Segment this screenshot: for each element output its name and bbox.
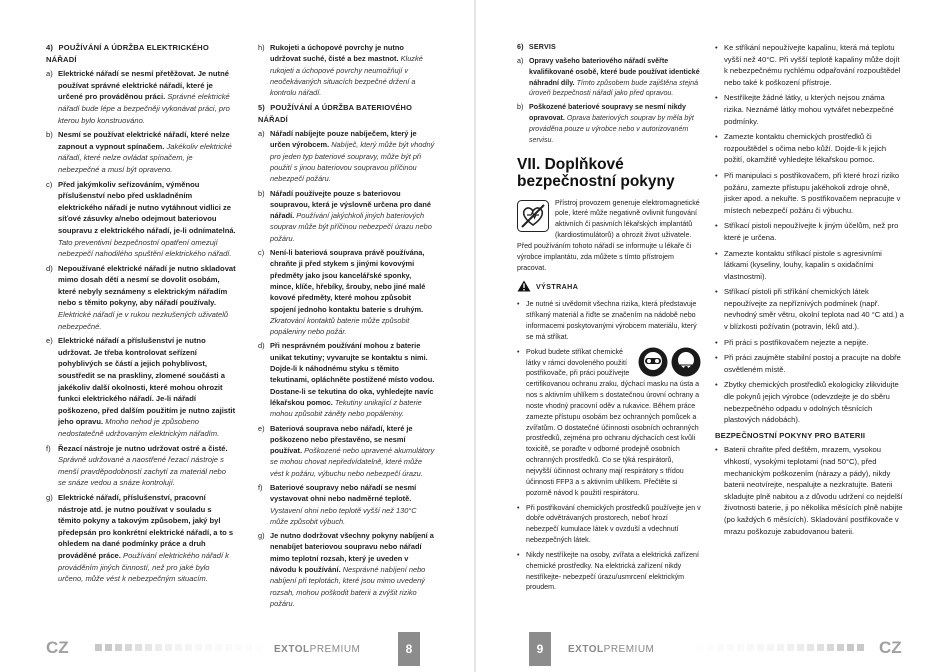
list-item: • Zamezte kontaktu stříkací pistole s agresivními látkami (kyseliny, louhy, kapalin s oxidačními vlastnostmi). [715,248,905,283]
section-number: 4) [46,43,54,52]
item-label: h) [258,43,265,52]
item-instruction: Nářadí používejte pouze s bateriovou soupravou, která je výslovně určena pro dané nářadí. [270,188,432,221]
warning-list [517,299,701,593]
instruction-item [258,530,436,609]
item-label: b) [46,130,53,140]
item-body [270,482,436,527]
instruction-item [258,188,436,244]
instruction-item [258,423,436,479]
instruction-item [46,129,236,175]
ppe-icons [638,347,701,377]
item-instruction: Při nesprávném používání mohou z baterie unikat tekutiny; vyvarujte se kontaktu s nimi. Dojde-li k náhodnému styku s těmito tekutinami, opláchněte postižené místo vodou. Dostane-li se tekutina do oka, vyhledejte navíc lékařskou pomoc. [270,341,435,407]
pacemaker-icon [517,200,549,232]
instruction-item [258,340,436,419]
item-body [529,56,701,99]
instruction-item [46,179,236,260]
item-instruction: Rukojeti a úchopové povrchy je nutno udržovat suché, čisté a bez mastnot. [270,43,404,64]
item-body [58,68,236,126]
item-label: c) [46,179,53,189]
item-label: e) [258,423,265,433]
section-number: 6) [517,43,524,51]
language-code: CZ [46,638,69,657]
list-item: • Je nutné si uvědomit všechna rizika, která představuje stříkaný materiál a řiďte se značením na nádobě nebo informacemi poskytovanými výrobcem materiálu, který se má stříkat. [517,299,701,342]
item-explanation: Vystavení ohni nebo teplotě vyšší než 130°C může způsobit výbuch. [270,505,417,526]
list-item: • Stříkací pistoli nepoužívejte k jiným účelům, než pro které je určena. [715,220,905,243]
item-body [270,188,436,244]
item-body [270,247,436,337]
item-instruction: Před jakýmkoliv seřizováním, výměnou příslušenství nebo před uskladněním elektrického nářadí je nutno vytáhnout vidlici ze síťové zásuvky a/nebo odejmout bateriovou soupravu z elektrického nářadí, je-li odnímatelná. [58,179,236,235]
item-instruction: Nepoužívané elektrické nářadí je nutno skladovat mimo dosah dětí a nesmí se dovolit osobám, které nebyly seznámeny s elektrickým nářadím nebo s těmito pokyny, aby nářadí používaly. [58,263,236,308]
item-label: c) [258,248,265,258]
item-explanation: Nabíječ, který může být vhodný pro jeden typ bateriové soupravy, může být při použití s jinou bateriovou soupravou příčinou nebezpečí požáru. [270,140,435,184]
list-item: • Stříkací pistoli při stříkání chemických látek nepoužívejte za nepříznivých podmínek (např. nevhodný směr větru, okolní teplota nad 40 °C atd.) a v blízkosti požívatin (potravin, léků atd.). [715,286,905,332]
list-item: • Baterii chraňte před deštěm, mrazem, vysokou vlhkostí, vysokými teplotami (nad 50°C), před mechanickým poškozením (nárazy a pády), nikdy baterii neotvírejte, nespalujte a nezkratujte. Baterii skladujte plně nabitou a z důvodu udržení co nejdelší životnosti baterie, ji po několika měsících plně nabijte (po každých 6 měsících). Skladování postřikovače v mrazu poškozuje zabudovanou baterii. [715,444,905,537]
battery-list [715,444,905,537]
item-instruction: Je nutno dodržovat všechny pokyny nabíjení a nenabíjet bateriovou soupravu nebo nářadí mimo teplotní rozsah, který je uveden v návodu k používání. [270,531,434,575]
item-instruction: Řezací nástroje je nutno udržovat ostré a čisté. [58,443,228,453]
decorative-squares [697,644,867,651]
instruction-item [46,492,236,585]
list-item: • Při práci zaujměte stabilní postoj a pracujte na dobře osvětleném místě. [715,352,905,375]
section-title: POUŽÍVÁNÍ A ÚDRŽBA ELEKTRICKÉHO NÁŘADÍ [46,43,209,64]
item-body [270,530,436,609]
instruction-item [46,263,236,333]
section-4-heading [46,42,236,65]
item-instruction: Elektrické nářadí a příslušenství je nutno udržovat. Je třeba kontrolovat seřízení pohyblivých se částí a jejich pohyblivost, soustředit se na praskliny, zlomené součásti a jakékoliv další okolnosti, které mohou ohrozit funkci elektrického nářadí. Je-li nářadí poškozeno, před dalším použitím je nutno zajistit jeho opravu. [58,336,236,427]
item-explanation: Elektrické nářadí je v rukou nezkušených uživatelů nebezpečné. [58,310,229,331]
right-page [475,0,950,672]
decorative-squares [95,644,265,651]
item-body [270,340,436,419]
warning-title: VÝSTRAHA [536,283,579,291]
respirator-icon [671,347,701,377]
safety-list [715,42,905,426]
item-body [58,492,236,585]
item-instruction: Není-li bateriová souprava právě používána, chraňte ji před stykem s jinými kovovými předměty jako jsou kancelářské sponky, mince, klíče, hřebíky, šrouby, nebo jiné malé kovové předměty, které mohou způsobit spojení jednoho kontaktu baterie s druhým. [270,248,426,314]
goggles-icon [638,347,668,377]
item-body [529,102,701,145]
instruction-item [258,42,436,98]
list-item: • Zbytky chemických prostředků ekologicky zlikvidujte dle pokynů jejich výrobce (odevzdejte je do sběru nebezpečného odpadu v odolných těsnících plastových nádobách). [715,379,905,425]
item-body [270,128,436,184]
brand-logo [274,644,360,655]
item-label: d) [46,263,53,273]
instruction-item [258,247,436,337]
item-label: b) [258,188,265,198]
item-explanation: Správné elektrické nářadí bude lépe a bezpečněji vykonávat práci, pro kterou bylo konstruováno. [58,92,230,125]
list-item: • Nikdy nestříkejte na osoby, zvířata a elektrická zařízení chemické prostředky. Na elektrická zařízení nikdy nestříkejte- nebezpečí úrazu/usmrcení elektrickým proudem. [517,550,701,593]
page-number: 9 [529,632,551,666]
page-number: 8 [398,632,420,666]
item-body [58,443,236,489]
left-column-2 [258,42,436,612]
brand-name: EXTOL [568,644,604,655]
instruction-item [46,335,236,439]
item-label: d) [258,341,265,351]
pacemaker-notice [517,198,701,274]
item-instruction: Bateriové soupravy nebo nářadí se nesmí vystavovat ohni nebo nadměrné teplotě. [270,482,417,504]
item-label: g) [46,492,53,502]
section-5-heading [258,102,436,125]
item-body [58,335,236,439]
item-body [270,42,436,98]
section-title: POUŽÍVÁNÍ A ÚDRŽBA BATERIOVÉHO NÁŘADÍ [258,103,413,124]
item-label: a) [46,69,53,79]
item-label: a) [517,56,524,65]
item-body [58,179,236,260]
item-explanation: Jakékoliv elektrické nářadí, které nelze ovládat spínačem, je nebezpečné a musí být opraveno. [58,141,232,174]
item-explanation: Používání jakýchkoli jiných bateriových souprav může být příčinou nebezpečí úrazu nebo požáru. [270,211,432,243]
item-instruction: Bateriová souprava nebo nářadí, které je poškozeno nebo přestavěno, se nesmí používat. [270,423,413,456]
brand-line: PREMIUM [309,644,361,655]
item-label: f) [46,443,51,453]
brand-name: EXTOL [274,644,310,655]
item-body [270,423,436,479]
item-instruction: Nářadí nabíjejte pouze nabíječem, který je určen výrobcem. [270,129,417,150]
brand-line: PREMIUM [603,644,655,655]
right-column-1 [517,42,701,597]
pacemaker-text: Přístroj provozem generuje elektromagnetické pole, které může negativně ovlivnit fungování aktivních či pasivních lékařských implantátů (kardiostimulátorů) a ohrozit život uživatele. Před používáním tohoto nářadí se informujte u lékaře či výrobce implantátu, zda můžete s tímto přístrojem pracovat. [517,198,700,272]
item-explanation: Nesprávné nabíjení nebo nabíjení při teplotách, které jsou mimo uvedený rozsah, mohou poškodit baterii a zvýšit riziko požáru. [270,565,426,608]
list-item [517,347,701,499]
item-explanation: Tímto způsobem bude zajištěna stejná úroveň bezpečnosti nářadí jako před opravou. [529,78,699,98]
instruction-item [258,128,436,184]
item-label: a) [258,129,265,139]
list-item: • Při postřikování chemických prostředků používejte jen v dobře odvětrávaných prostorech, neboť hrozí nebezpečí kumulace látek v ovzduší a vdechnutí nebezpečných látek. [517,503,701,546]
brand-logo [568,644,654,655]
section-4-continued [258,42,436,98]
item-label: b) [517,103,524,112]
item-explanation: Oprava bateriových souprav by měla být prováděna pouze u výrobce nebo v autorizovaném servisu. [529,114,694,144]
footer-right [475,632,950,672]
list-item: • Při práci s postřikovačem nejezte a nepijte. [715,337,905,349]
section-4-items [46,68,236,585]
item-explanation: Tato preventivní bezpečnostní opatření omezují nebezpečí nahodilého spuštění elektrického nářadí. [58,237,232,259]
list-item: • Při manipulaci s postřikovačem, při které hrozí riziko požáru, zamezte přístupu jakéhokoli zdroje ohně, jisker apod. a nekuřte. S postřikovačem nepracujte v místech nebezpečí požáru či výbuchu. [715,170,905,216]
item-instruction: Elektrické nářadí se nesmí přetěžovat. Je nutné používat správné elektrické nářadí, které je určené pro prováděnou práci. [58,69,229,102]
item-instruction: Opravy vašeho bateriového nářadí svěřte kvalifikované osobě, které bude používat identické náhradní díly. [529,56,700,87]
warning-heading [517,280,701,296]
footer-left [0,632,475,672]
instruction-item [258,482,436,527]
instruction-item [46,443,236,489]
item-explanation: Tekutiny unikající z baterie mohou způsobit záněty nebo popáleniny. [270,397,422,419]
item-explanation: Poškozené nebo upravené akumulátory se mohou chovat nepředvídatelně, které může vést k požáru, výbuchu nebo nebezpečí úrazu. [270,446,435,478]
item-explanation: Zkratování kontaktů baterie může způsobit popáleniny nebo požár. [270,315,410,337]
language-code: CZ [879,638,902,657]
left-column-1 [46,42,236,588]
list-item: • Nestříkejte žádné látky, u kterých nejsou známa rizika. Neznámé látky mohou vytvářet nebezpečné podmínky. [715,92,905,127]
right-column-2 [715,42,905,541]
item-label: f) [258,482,263,492]
warning-triangle-icon [517,280,531,296]
battery-heading: BEZPEČNOSTNÍ POKYNY PRO BATERII [715,430,866,440]
item-explanation: Správně udržované a naostřené řezací nástroje s menší pravděpodobností zachytí za materiál nebo se snáze vedou a snáze kontrolují. [58,455,227,488]
item-label: e) [46,336,53,346]
item-label: g) [258,531,265,541]
item-explanation: Mnoho nehod je způsobeno nedostatečně udržovaným elektrickým nářadím. [58,417,220,438]
chapter-title: VII. Doplňkové bezpečnostní pokyny [517,155,675,190]
item-instruction: Elektrické nářadí, příslušenství, pracovní nástroje atd. je nutno používat v souladu s těmito pokyny a takovým způsobem, jaký byl předepsán pro konkrétní elektrické nářadí, a to s ohledem na dané podmínky práce a druh prováděné práce. [58,492,234,560]
item-explanation: Kluzké rukojeti a úchopové povrchy neumožňují v neočekávaných situacích bezpečné držení a kontrolu nářadí. [270,54,423,98]
section-6-items [517,56,701,146]
list-item: • Ke stříkání nepoužívejte kapalinu, která má teplotu vyšší než 40°C. Při vyšší teplotě kapaliny může dojít k nebezpečnému rychlému odpařování rozpouštědel nebo také k poškození přístroje. [715,42,905,88]
item-instruction: Poškozené bateriové soupravy se nesmí nikdy opravovat. [529,103,686,123]
instruction-item [517,102,701,145]
instruction-item [517,56,701,99]
ppe-text: Pokud budete stříkat chemické látky v rámci dovoleného použití postřikovače, při práci používejte certifikovanou ochranu zraku, dýchací masku na ústa a nos s aktivním uhlíkem s dostatečnou úrovní ochrany a noste vhodný pracovní oděv a rukavice. Během práce zamezte přístupu osobám bez ochranných pomůcek a zvířatům. O dostatečné účinnosti osobních ochranných prostředků, zejména pro ochranu dýchacích cest kvůli toxicitě, se poraďte v odborné prodejně osobních ochranných prostředků. Co se týká respirátorů, nejvyšší účinnost ochrany mají respirátory s třídou účinnosti FFP3 a s aktivním uhlíkem. Přečtěte si pozorně návod k použití respirátoru. [526,347,700,497]
list-item: • Zamezte kontaktu chemických prostředků či rozpouštědel s očima nebo kůží. Dojde-li k jejich požití, okamžitě vyhledejte lékařskou pomoc. [715,131,905,166]
item-instruction: Nesmí se používat elektrické nářadí, které nelze zapnout a vypnout spínačem. [58,130,230,151]
item-body [58,263,236,333]
section-title: SERVIS [528,43,556,51]
item-explanation: Používání elektrického nářadí k prováděním jiných činností, než pro jaké bylo určeno, může vést k nebezpečným situacím. [58,550,229,584]
section-6-heading [517,42,701,53]
item-body [58,129,236,175]
section-number: 5) [258,103,265,113]
section-5-items [258,128,436,609]
instruction-item [46,68,236,126]
